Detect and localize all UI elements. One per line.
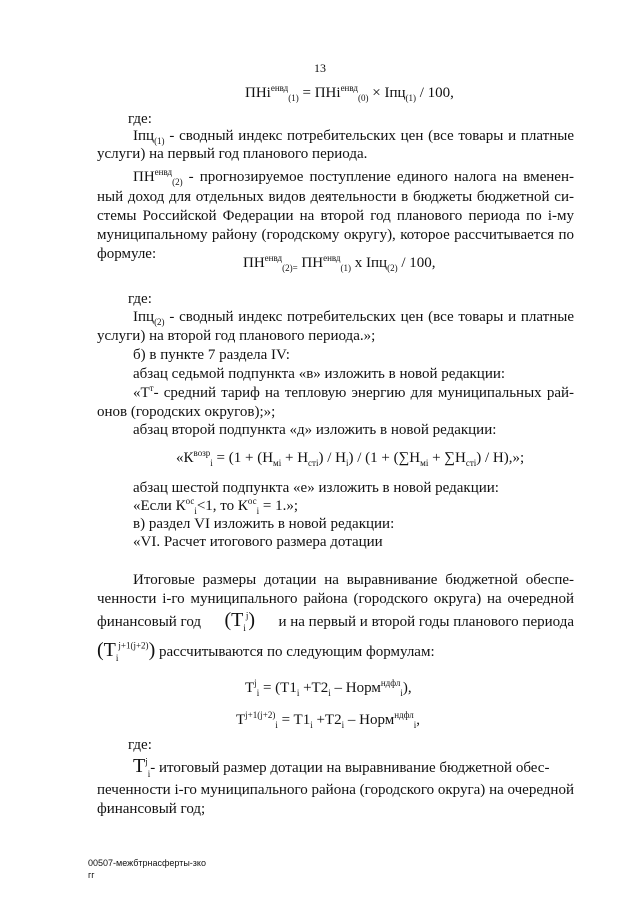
- def-pn2-line2: ный доход для отдельных видов деятельности в бюджеты бюджетной си-: [97, 189, 574, 205]
- def-ipc2-line2: услуги) на второй год планового периода.»;: [97, 328, 376, 344]
- where-label-3: где:: [128, 737, 152, 753]
- where-label-2: где:: [128, 291, 152, 307]
- def-ipc1-line1: Iпц$_{(1)}$ - сводный индекс потребительских цен (все товары и платные: [133, 128, 574, 146]
- result-para-line1: Итоговые размеры дотации на выравнивание бюджетной обеспе-: [133, 572, 574, 588]
- result-para-line2: ченности i-го муниципального района (городского округа) на очередной: [97, 591, 574, 607]
- def-pn2-line4: муниципальному району (городскому округу), которое рассчитывается по: [97, 227, 574, 243]
- def-pn2-line3: стемы Российской Федерации на второй год планового периода по i-му: [97, 208, 574, 224]
- formula-tj12: $T^{j+1(j+2)}_i = T1_i +T2_i$ – Норм$^{ндфл}_i$,: [236, 710, 420, 730]
- tariff-def-line1: «$Т^т-$ средний тариф на тепловую энергию для муниципальных рай-: [133, 383, 574, 401]
- footer-suffix: гг: [88, 870, 95, 880]
- formula-tj: $T^j_i = (T1_i +T2_i$ – Норм$^{ндфл}_i$),: [245, 678, 412, 698]
- def-ipc1-line2: услуги) на первый год планового периода.: [97, 146, 368, 162]
- formula-k-vozr: «$К^{возр}_i = (1 + (Н_{мi} + Н_{стi}) / Н_i) / (1 + (\sum Н_{мi} + \sum Н_{стi}) / Н)$,»;: [176, 448, 525, 468]
- def-pn2-line1: $ПН^{енвд}_{(2)}$ - прогнозируемое поступление единого налога на вменен-: [133, 167, 574, 187]
- page-number: 13: [314, 61, 326, 75]
- tj12-symbol: $(T_i^{j+1(j+2)})$: [97, 639, 156, 663]
- result-para-line3: финансовый год $(T_i^j)$ и на первый и второй годы планового периода: [97, 609, 574, 633]
- where-label-1: где:: [128, 111, 152, 127]
- tariff-def-line2: онов (городских округов);»;: [97, 404, 276, 420]
- def-pn2-line5: формуле:: [97, 246, 157, 262]
- item-b-line: б) в пункте 7 раздела IV:: [133, 347, 290, 363]
- tj-def-line1: $T^j_i$ - итоговый размер дотации на выравнивание бюджетной обес-: [133, 755, 550, 779]
- tj-def-symbol: $T^j_i$: [133, 755, 151, 779]
- para-sixth-line: абзац шестой подпункта «е» изложить в новой редакции:: [133, 480, 499, 496]
- formula-pn-1: ПНi$^{енвд}_{(1)}$ = ПНi$^{енвд}_{(0)}$ × Iпц$_{(1)}$ / 100,: [245, 83, 454, 103]
- formula-pn-2: $ПН^{енвд}_{(2)=}$ $ПН^{енвд}_{(1)}$ x Iпц$_{(2)}$ / 100,: [243, 253, 436, 273]
- footer-code: 00507-межбтрнасферты-зко: [88, 858, 206, 868]
- section-vi-heading: «VI. Расчет итогового размера дотации: [133, 534, 383, 550]
- tj-symbol: $(T_i^j)$: [224, 609, 256, 633]
- result-para-line4: $(T_i^{j+1(j+2)})$ рассчитываются по следующим формулам:: [97, 639, 435, 663]
- tj-def-line3: финансовый год;: [97, 801, 206, 817]
- para-seventh-line: абзац седьмой подпункта «в» изложить в новой редакции:: [133, 366, 506, 382]
- para-second-line: абзац второй подпункта «д» изложить в новой редакции:: [133, 422, 497, 438]
- def-ipc2-line1: Iпц$_{(2)}$ - сводный индекс потребительских цен (все товары и платные: [133, 309, 574, 327]
- tj-def-line2: печенности i-го муниципального района (городского округа) на очередной: [97, 782, 574, 798]
- if-k-line: «Если $К^{ос}_i<1$, то $К^{ос}_i = 1$.»;: [133, 496, 299, 516]
- item-v-line: в) раздел VI изложить в новой редакции:: [133, 516, 395, 532]
